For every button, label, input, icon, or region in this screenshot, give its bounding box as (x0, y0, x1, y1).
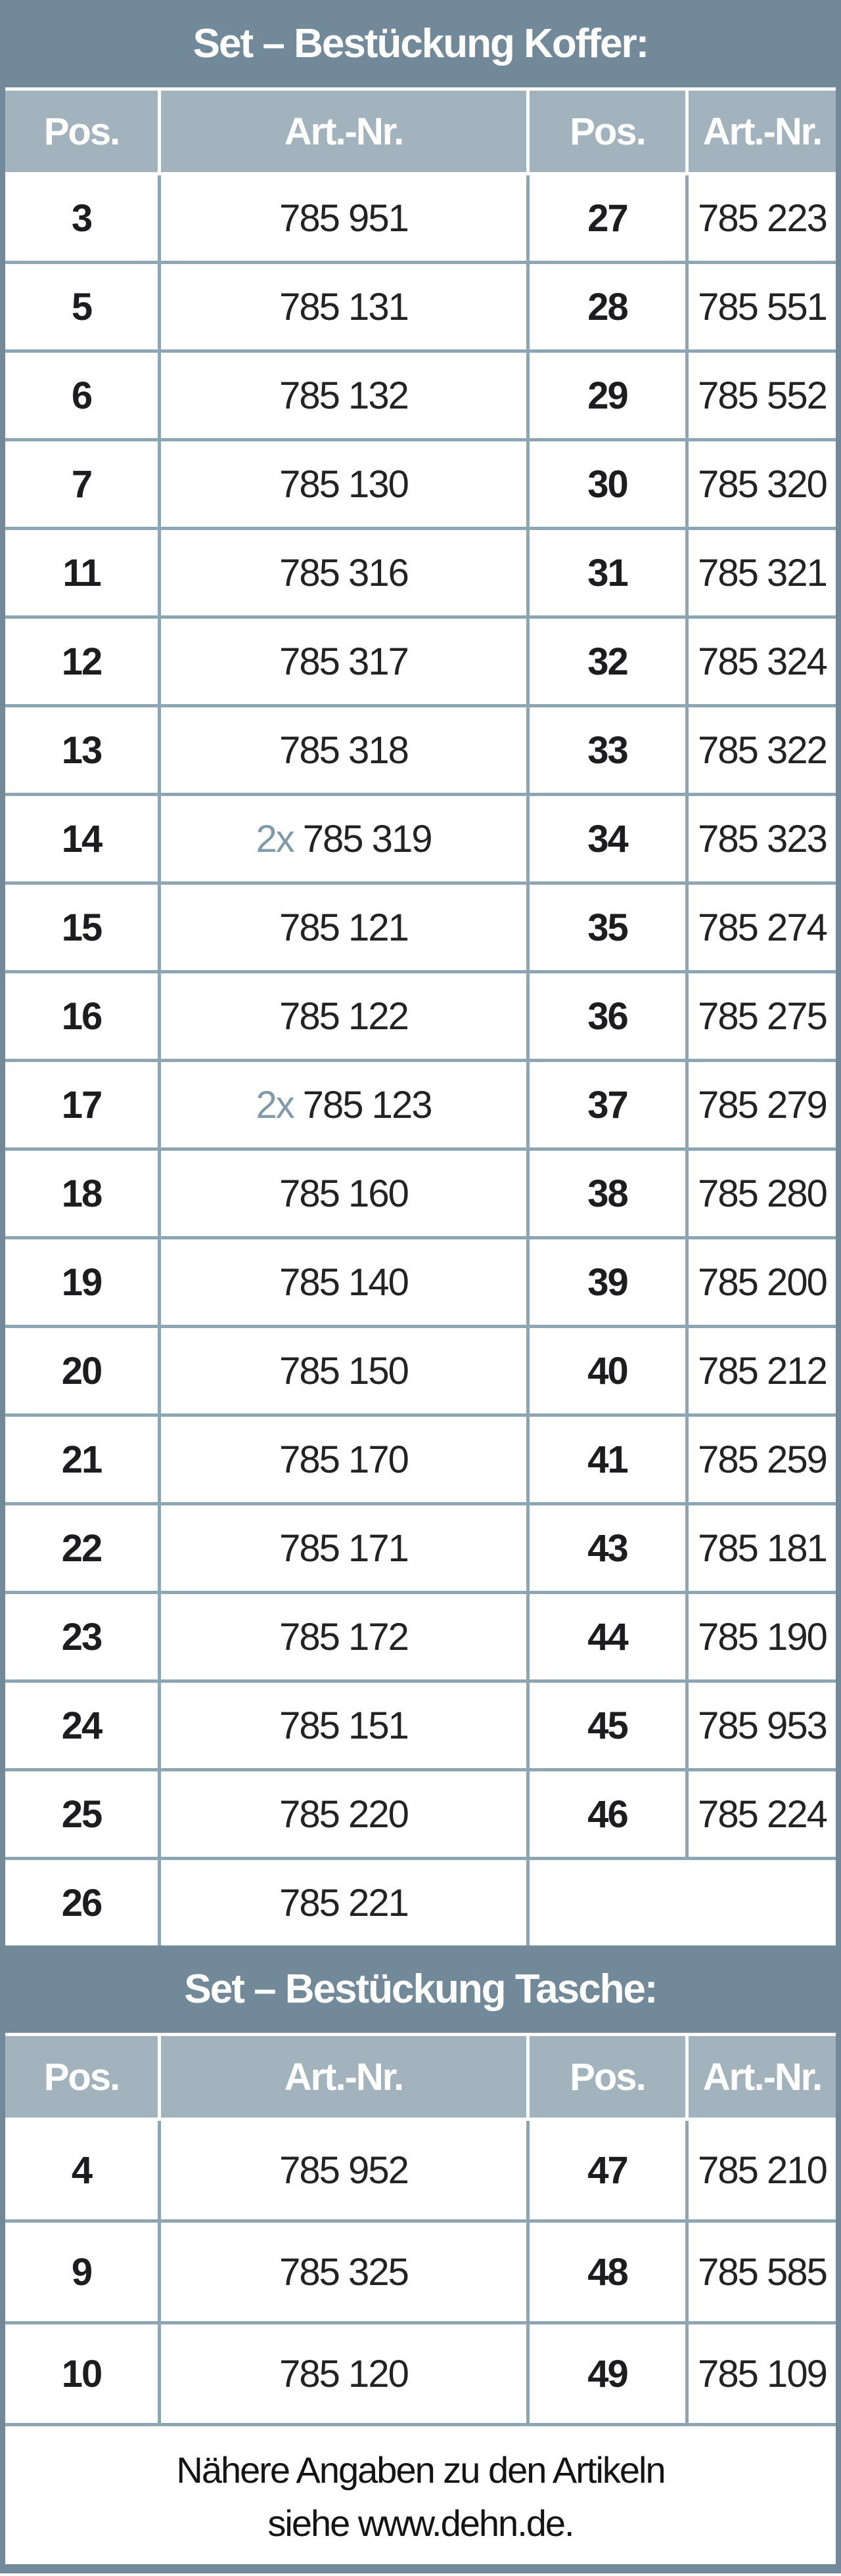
art-nr-cell: 785 316 (161, 530, 526, 615)
pos-cell: 10 (5, 2324, 158, 2423)
pos-cell: 43 (530, 1505, 685, 1591)
koffer-column-header-row (5, 87, 836, 175)
pos-cell: 23 (5, 1594, 158, 1679)
pos-cell: 21 (5, 1417, 158, 1502)
tasche-title: Set – Bestückung Tasche: (0, 1945, 841, 2033)
pos-cell: 25 (5, 1771, 158, 1857)
pos-cell: 36 (530, 973, 685, 1059)
pos-cell: 37 (530, 1062, 685, 1147)
column-header: Pos. (5, 91, 158, 172)
art-nr-cell: 785 551 (689, 264, 836, 349)
art-nr-cell: 785 223 (689, 175, 836, 261)
pos-cell: 38 (530, 1151, 685, 1236)
pos-cell: 15 (5, 885, 158, 970)
art-nr-cell: 785 279 (689, 1062, 836, 1147)
pos-cell: 35 (530, 885, 685, 970)
pos-cell: 4 (5, 2121, 158, 2219)
art-nr-cell: 785 212 (689, 1328, 836, 1413)
art-nr-cell: 785 585 (689, 2223, 836, 2321)
pos-cell: 45 (530, 1683, 685, 1768)
art-nr-cell: 785 321 (689, 530, 836, 615)
art-nr-cell: 785 131 (161, 264, 526, 349)
quantity-prefix: 2x (256, 817, 294, 860)
column-header: Art.-Nr. (689, 2036, 836, 2118)
art-nr-cell: 785 320 (689, 441, 836, 527)
footer-note (5, 2423, 836, 2564)
pos-cell: 33 (530, 707, 685, 793)
art-nr-cell: 785 140 (161, 1239, 526, 1325)
art-nr-cell: 785 220 (161, 1771, 526, 1857)
art-nr-cell: 785 130 (161, 441, 526, 527)
bottom-border-band (0, 2564, 841, 2573)
art-nr-cell: 785 132 (161, 353, 526, 438)
art-nr-cell: 785 150 (161, 1328, 526, 1413)
pos-cell: 20 (5, 1328, 158, 1413)
koffer-title: Set – Bestückung Koffer: (0, 0, 841, 87)
koffer-table-body (5, 175, 836, 1945)
pos-cell: 48 (530, 2223, 685, 2321)
koffer-table (5, 0, 836, 1945)
footer-note-line2: siehe www.dehn.de. (267, 2502, 574, 2544)
column-header: Pos. (5, 2036, 158, 2118)
art-nr-cell: 785 190 (689, 1594, 836, 1679)
art-nr-cell: 785 171 (161, 1505, 526, 1591)
quantity-prefix: 2x (256, 1083, 294, 1126)
art-nr-cell: 785 324 (689, 619, 836, 704)
pos-cell: 17 (5, 1062, 158, 1147)
column-header: Art.-Nr. (689, 91, 836, 172)
art-nr-cell: 785 120 (161, 2324, 526, 2423)
art-nr-cell: 785 318 (161, 707, 526, 793)
pos-cell: 26 (5, 1860, 158, 1945)
art-nr-cell: 785 951 (161, 175, 526, 261)
pos-cell: 16 (5, 973, 158, 1059)
art-nr-cell: 785 122 (161, 973, 526, 1059)
pos-cell: 29 (530, 353, 685, 438)
pos-cell: 49 (530, 2324, 685, 2423)
pos-cell: 44 (530, 1594, 685, 1679)
tasche-column-header-row (5, 2033, 836, 2121)
art-nr-cell: 785 181 (689, 1505, 836, 1591)
column-header: Pos. (530, 91, 685, 172)
art-nr-cell: 785 325 (161, 2223, 526, 2321)
pos-cell: 39 (530, 1239, 685, 1325)
art-nr-cell: 785 953 (689, 1683, 836, 1768)
pos-cell: 9 (5, 2223, 158, 2321)
pos-cell: 11 (5, 530, 158, 615)
pos-cell: 5 (5, 264, 158, 349)
pos-cell: 40 (530, 1328, 685, 1413)
column-header: Pos. (530, 2036, 685, 2118)
pos-cell: 47 (530, 2121, 685, 2219)
art-nr-cell: 785 280 (689, 1151, 836, 1236)
art-nr-cell: 785 160 (161, 1151, 526, 1236)
tasche-table (5, 1945, 836, 2423)
art-nr-cell: 785 317 (161, 619, 526, 704)
art-nr-cell: 785 170 (161, 1417, 526, 1502)
pos-cell: 28 (530, 264, 685, 349)
art-nr-cell: 785 323 (689, 796, 836, 881)
pos-cell: 7 (5, 441, 158, 527)
pos-cell: 13 (5, 707, 158, 793)
footer-note-line1: Nähere Angaben zu den Artikeln (176, 2449, 665, 2491)
pos-cell: 46 (530, 1771, 685, 1857)
art-nr-cell: 785 275 (689, 973, 836, 1059)
empty-cell (530, 1860, 836, 1945)
art-nr-cell: 785 224 (689, 1771, 836, 1857)
pos-cell: 3 (5, 175, 158, 261)
pos-cell: 6 (5, 353, 158, 438)
pos-cell: 32 (530, 619, 685, 704)
pos-cell: 12 (5, 619, 158, 704)
pos-cell: 24 (5, 1683, 158, 1768)
pos-cell: 41 (530, 1417, 685, 1502)
art-nr-cell: 785 121 (161, 885, 526, 970)
pos-cell: 31 (530, 530, 685, 615)
pos-cell: 22 (5, 1505, 158, 1591)
art-nr-cell: 785 322 (689, 707, 836, 793)
column-header: Art.-Nr. (161, 2036, 526, 2118)
pos-cell: 19 (5, 1239, 158, 1325)
art-nr-cell: 785 210 (689, 2121, 836, 2219)
pos-cell: 14 (5, 796, 158, 881)
art-nr-cell: 785 274 (689, 885, 836, 970)
tasche-table-body (5, 2121, 836, 2423)
column-header: Art.-Nr. (161, 91, 526, 172)
art-nr-cell: 785 151 (161, 1683, 526, 1768)
art-nr-cell: 785 552 (689, 353, 836, 438)
art-nr-cell: 785 172 (161, 1594, 526, 1679)
pos-cell: 18 (5, 1151, 158, 1236)
pos-cell: 27 (530, 175, 685, 261)
art-nr-cell (161, 796, 526, 881)
pos-cell: 30 (530, 441, 685, 527)
art-nr-cell: 785 952 (161, 2121, 526, 2219)
art-nr-cell (161, 1062, 526, 1147)
pos-cell: 34 (530, 796, 685, 881)
art-nr-cell: 785 109 (689, 2324, 836, 2423)
art-nr-cell: 785 259 (689, 1417, 836, 1502)
art-nr-cell: 785 200 (689, 1239, 836, 1325)
article-number: 785 319 (302, 817, 432, 860)
article-number: 785 123 (302, 1083, 432, 1126)
art-nr-cell: 785 221 (161, 1860, 526, 1945)
